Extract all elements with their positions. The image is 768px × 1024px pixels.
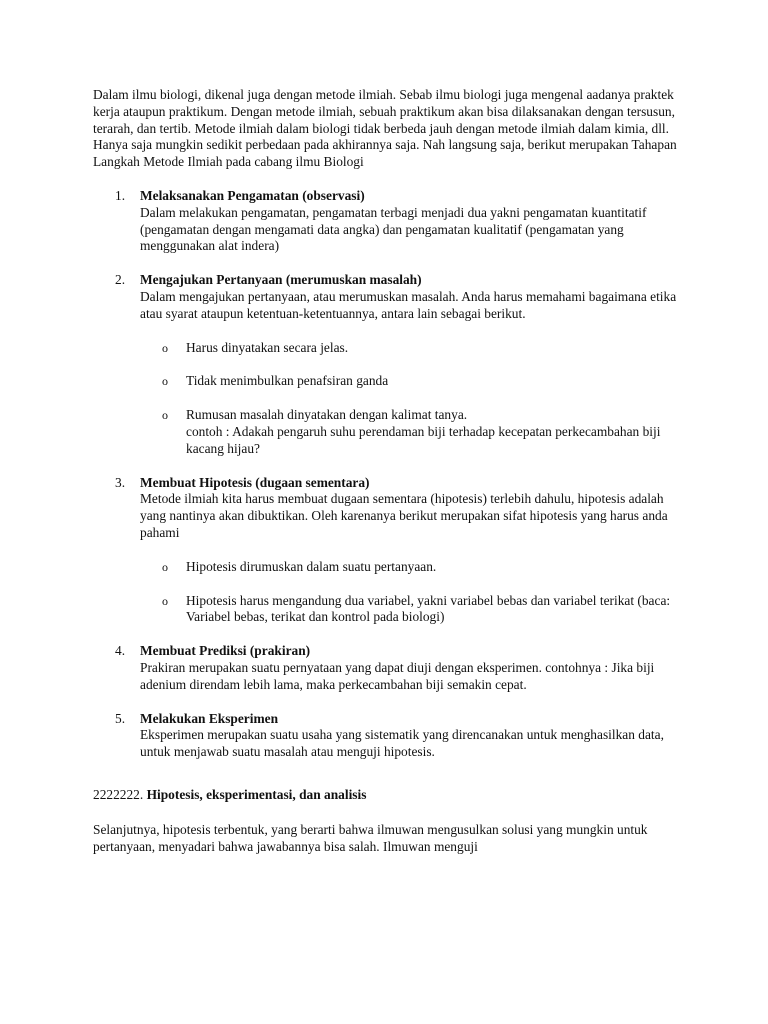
- step-description: Metode ilmiah kita harus membuat dugaan sementara (hipotesis) terlebih dahulu, hipotesis adalah yang nantinya akan dibuktikan. Oleh karenanya berikut merupakan sifat hipotesis yang harus anda pahami: [140, 491, 668, 540]
- step-description: Dalam melakukan pengamatan, pengamatan terbagi menjadi dua yakni pengamatan kuantitatif (pengamatan dengan mengamati data angka) dan pengamatan kualitatif (pengamatan yang menggunakan alat indera): [140, 204, 647, 254]
- step-number: 2.: [115, 272, 126, 288]
- step-description: Prakiran merupakan suatu pernyataan yang dapat diuji dengan eksperimen. contohnya : Jika biji adenium direndam lebih lama, maka perkecambahan biji semakin cepat.: [140, 659, 655, 692]
- step-number: 4.: [115, 643, 126, 659]
- bullet-marker: o: [162, 593, 168, 608]
- bullet-marker: o: [162, 374, 168, 389]
- bullet-marker: o: [162, 340, 168, 355]
- step-item: [93, 272, 679, 457]
- hypothesis-properties-list: [140, 559, 679, 626]
- step-description: Eksperimen merupakan suatu usaha yang sistematik yang direncanakan untuk menghasilkan data, untuk menjawab suatu masalah atau menguji hipotesis.: [140, 727, 664, 760]
- step-number: 5.: [115, 710, 126, 726]
- bullet-text: Tidak menimbulkan penafsiran ganda: [186, 373, 389, 389]
- method-steps-list: [93, 188, 679, 761]
- step-number: 3.: [115, 474, 126, 490]
- step-number: 1.: [115, 187, 126, 203]
- step-title: Melaksanakan Pengamatan (observasi): [140, 187, 365, 203]
- bullet-text: Harus dinyatakan secara jelas.: [186, 339, 349, 355]
- bullet-text: Hipotesis dirumuskan dalam suatu pertanyaan.: [186, 558, 437, 574]
- bullet-text: Hipotesis harus mengandung dua variabel, yakni variabel bebas dan variabel terikat (baca: Variabel bebas, terikat dan kontrol pada biologi): [186, 592, 671, 625]
- section-title: Hipotesis, eksperimentasi, dan analisis: [146, 786, 367, 802]
- bullet-item: [140, 593, 679, 627]
- criteria-list: [140, 340, 679, 458]
- closing-paragraph: Selanjutnya, hipotesis terbentuk, yang berarti bahwa ilmuwan mengusulkan solusi yang mungkin untuk pertanyaan, menyadari bahwa jawabannya bisa salah. Ilmuwan menguji: [93, 821, 648, 854]
- bullet-item: [140, 340, 679, 357]
- bullet-marker: o: [162, 559, 168, 574]
- step-item: [93, 475, 679, 627]
- step-description: Dalam mengajukan pertanyaan, atau merumuskan masalah. Anda harus memahami bagaimana etika atau syarat ataupun ketentuan-ketentuannya, antara lain sebagai berikut.: [140, 288, 677, 321]
- bullet-marker: o: [162, 408, 168, 423]
- bullet-text: Rumusan masalah dinyatakan dengan kalimat tanya.: [186, 407, 468, 423]
- intro-paragraph: Dalam ilmu biologi, dikenal juga dengan metode ilmiah. Sebab ilmu biologi juga mengenal aadanya praktek kerja ataupun praktikum. Dengan metode ilmiah, sebuah praktikum akan bisa dilaksanakan dengan tersusun, terarah, dan tertib. Metode ilmiah dalam biologi tidak berbeda jauh dengan metode ilmiah dalam kimia, dll. Hanya saja mungkin sedikit perbedaan pada akhirannya saja. Nah langsung saja, berikut merupakan Tahapan Langkah Metode Ilmiah pada cabang ilmu Biologi: [93, 87, 677, 170]
- section-heading: [93, 787, 679, 804]
- document-body: [93, 87, 679, 855]
- step-title: Membuat Prediksi (prakiran): [140, 643, 311, 659]
- section-number: 2222222.: [93, 786, 144, 802]
- bullet-example: contoh : Adakah pengaruh suhu perendaman biji terhadap kecepatan perkecambahan biji kacang hijau?: [186, 423, 661, 456]
- step-item: [93, 643, 679, 693]
- step-item: [93, 711, 679, 761]
- step-title: Melakukan Eksperimen: [140, 710, 279, 726]
- bullet-item: [140, 407, 679, 457]
- step-title: Mengajukan Pertanyaan (merumuskan masalah): [140, 272, 422, 288]
- bullet-item: [140, 559, 679, 576]
- step-item: [93, 188, 679, 255]
- step-title: Membuat Hipotesis (dugaan sementara): [140, 474, 370, 490]
- bullet-item: [140, 373, 679, 390]
